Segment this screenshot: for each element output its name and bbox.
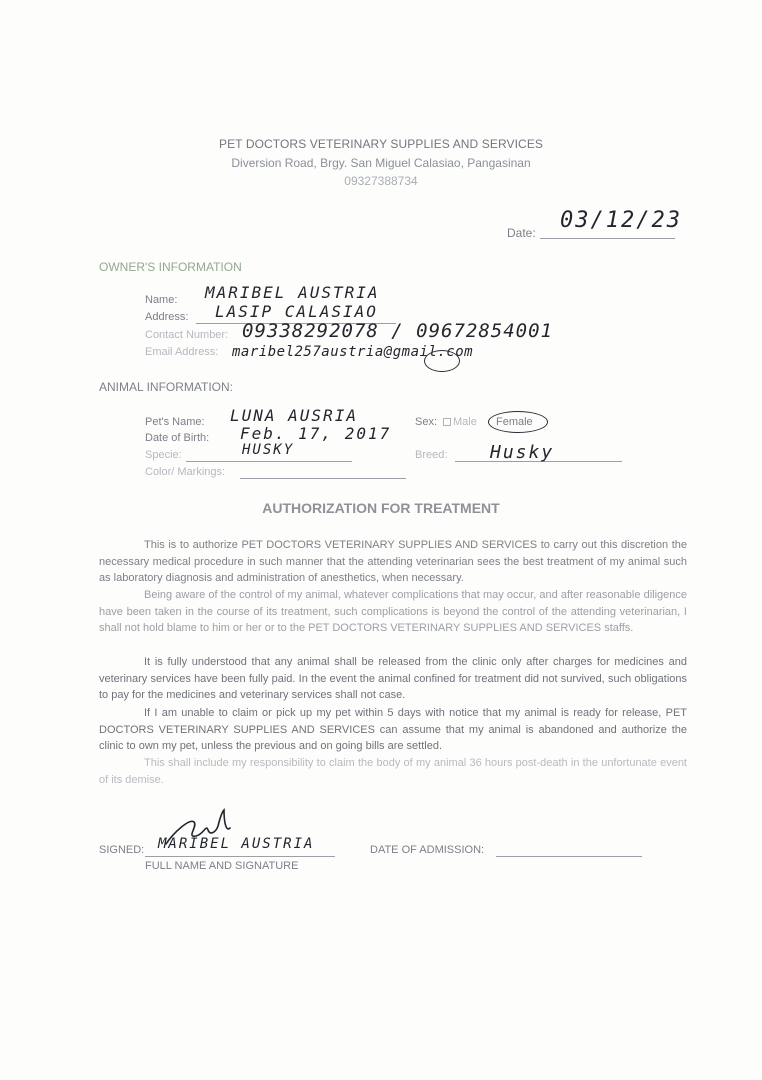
auth-paragraph-4: If I am unable to claim or pick up my pet within 5 days with notice that my animal is ready for release, PET DOCTORS VETERINARY SUPPLIES AND SERVICES can assume that my animal is abandoned and authorize the clinic to own my pet, unless the previous and on going bills are settled.	[99, 707, 687, 752]
owner-email-label: Email Address:	[145, 346, 219, 358]
admission-date-label: DATE OF ADMISSION:	[370, 844, 485, 856]
owner-contact-value: 09338292078 / 09672854001	[242, 320, 553, 342]
auth-paragraph-5: This shall include my responsibility to claim the body of my animal 36 hours post-death in the unfortunate event of its demise.	[99, 757, 687, 786]
email-at-circle	[424, 350, 460, 372]
color-markings-line	[240, 478, 406, 479]
clinic-phone: 09327388734	[344, 174, 418, 188]
animal-heading: ANIMAL INFORMATION:	[99, 380, 234, 394]
signature-caption: FULL NAME AND SIGNATURE	[145, 860, 299, 872]
breed-value: Husky	[490, 442, 555, 463]
auth-paragraph-1: This is to authorize PET DOCTORS VETERINARY SUPPLIES AND SERVICES to carry out this discretion the necessary medical procedure in such manner that the attending veterinarian sees the best treatment of my animal such as laboratory diagnosis and administration of anesthetics, when necessary.	[99, 539, 687, 584]
date-value: 03/12/23	[560, 208, 682, 233]
color-markings-label: Color/ Markings:	[145, 466, 226, 478]
auth-paragraph-3: It is fully understood that any animal shall be released from the clinic only after charges for medicines and veterinary services have been fully paid. In the event the animal confined for treatment did not survived, such obligations to pay for the medicines and veterinary services shall not case.	[99, 656, 687, 701]
specie-line	[186, 461, 352, 462]
clinic-name: PET DOCTORS VETERINARY SUPPLIES AND SERVICES	[218, 137, 544, 151]
date-line	[540, 238, 675, 239]
owner-email-value: maribel257austria@gmail.com	[232, 344, 474, 360]
date-label: Date:	[507, 226, 536, 240]
authorization-heading: AUTHORIZATION FOR TREATMENT	[262, 500, 500, 516]
owner-contact-label: Contact Number:	[145, 329, 229, 341]
signed-label: SIGNED:	[99, 844, 145, 856]
auth-paragraph-2: Being aware of the control of my animal, whatever complications that may occur, and after reasonable diligence have been taken in the course of its treatment, such complications is beyond the control of the attending veterinarian, I shall not hold blame to him or her or to the PET DOCTORS VETERINARY SUPPLIES AND SERVICES staffs.	[99, 589, 687, 634]
owner-address-value: LASIP CALASIAO	[215, 302, 378, 321]
breed-label: Breed:	[415, 449, 448, 461]
signature-line	[145, 856, 335, 857]
pet-name-value: LUNA AUSRIA	[230, 406, 358, 425]
sex-label: Sex:	[415, 416, 438, 428]
sex-female-option: Female	[496, 416, 533, 428]
sex-male-option	[443, 416, 477, 428]
pet-name-label: Pet's Name:	[145, 416, 205, 428]
clinic-address: Diversion Road, Brgy. San Miguel Calasiao, Pangasinan	[231, 156, 531, 170]
owner-address-label: Address:	[145, 311, 189, 323]
dob-value: Feb. 17, 2017	[240, 424, 392, 443]
owner-heading: OWNER'S INFORMATION	[99, 260, 242, 274]
sex-male-text: Male	[453, 416, 477, 428]
signed-name-value: MARIBEL AUSTRIA	[158, 836, 315, 852]
specie-value: HUSKY	[242, 442, 295, 458]
female-selected-circle	[488, 411, 548, 433]
owner-name-label: Name:	[145, 294, 178, 306]
admission-date-line	[496, 856, 642, 857]
male-checkbox	[443, 418, 451, 426]
owner-name-value: MARIBEL AUSTRIA	[205, 283, 380, 302]
dob-label: Date of Birth:	[145, 432, 210, 444]
specie-label: Specie:	[145, 449, 182, 461]
